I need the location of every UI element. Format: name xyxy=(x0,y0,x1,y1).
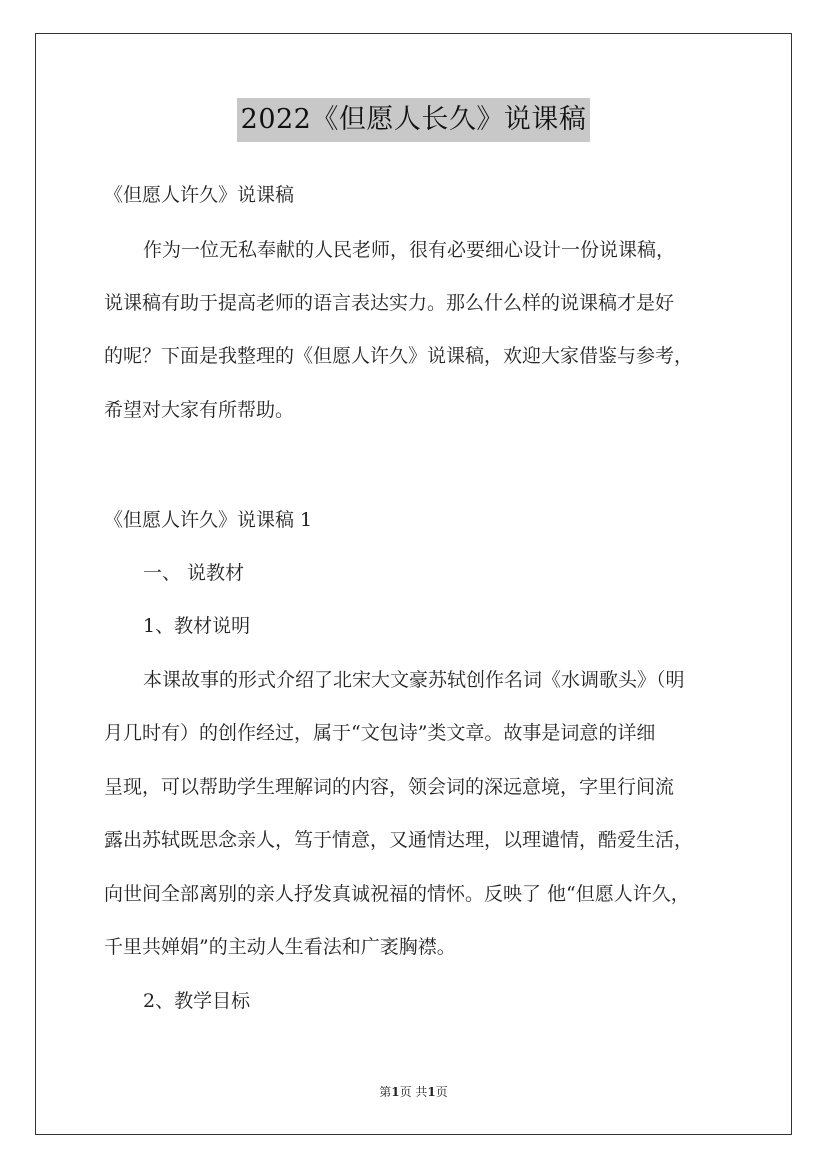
footer-mid: 页 共 xyxy=(399,1085,428,1099)
heading-teaching-material: 一、 说教材 xyxy=(143,562,245,584)
body-line-4: 露出苏轼既思念亲人，笃于情意，又通情达理，以理谴情，酷爱生活， xyxy=(104,829,694,851)
footer-suffix: 页 xyxy=(435,1085,448,1099)
document-title-container xyxy=(0,98,827,142)
intro-line-1: 作为一位无私奉献的人民老师，很有必要细心设计一份说课稿， xyxy=(143,239,676,261)
page-footer xyxy=(0,1083,827,1100)
section-title: 《但愿人许久》说课稿 1 xyxy=(104,509,313,531)
intro-line-4: 希望对大家有所帮助。 xyxy=(104,399,295,421)
footer-page-number: 1 xyxy=(391,1085,400,1099)
body-line-6: 千里共婵娟”的主动人生看法和广袤胸襟。 xyxy=(104,936,456,958)
intro-line-2: 说课稿有助于提高老师的语言表达实力。那么什么样的说课稿才是好 xyxy=(104,292,675,314)
body-line-5: 向世间全部离别的亲人抒发真诚祝福的情怀。反映了 他“但愿人许久， xyxy=(104,883,690,905)
heading-teaching-goals: 2、教学目标 xyxy=(143,990,251,1012)
document-title: 2022《但愿人长久》说课稿 xyxy=(237,98,591,142)
footer-page-total: 1 xyxy=(427,1085,436,1099)
body-line-3: 呈现，可以帮助学生理解词的内容，领会词的深远意境，字里行间流 xyxy=(104,776,675,798)
body-line-2: 月几时有）的创作经过，属于“文包诗”类文章。故事是词意的详细 xyxy=(104,722,656,744)
intro-line-3: 的呢？下面是我整理的《但愿人许久》说课稿，欢迎大家借鉴与参考， xyxy=(104,345,694,367)
heading-material-description: 1、教材说明 xyxy=(143,615,251,637)
footer-prefix: 第 xyxy=(379,1085,392,1099)
document-subtitle: 《但愿人许久》说课稿 xyxy=(104,184,295,206)
body-line-1: 本课故事的形式介绍了北宋大文豪苏轼创作名词《水调歌头》（明 xyxy=(143,669,685,691)
